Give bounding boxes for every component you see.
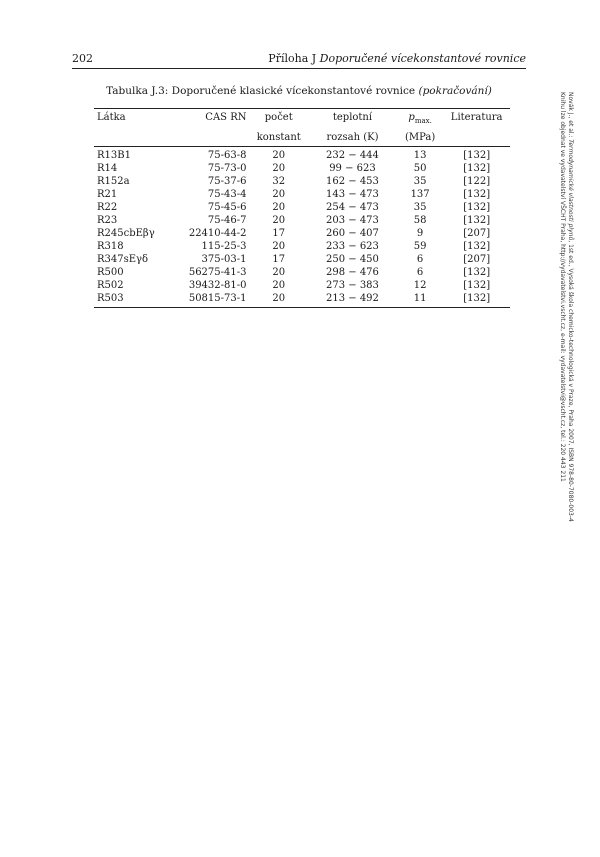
header-literatura: Literatura	[443, 109, 510, 130]
running-title	[268, 52, 526, 65]
cell-cas: 22410-44-2	[188, 227, 247, 239]
cell-pocet: 20	[272, 188, 286, 200]
running-header	[72, 52, 526, 69]
cell-cas: 56275-41-3	[188, 266, 247, 278]
page-number: 202	[72, 52, 93, 65]
cell-rozsah: 273 − 383	[326, 279, 379, 291]
constants-table	[94, 108, 510, 308]
table-body	[94, 147, 510, 308]
cell-lit: [132]	[463, 188, 491, 200]
cell-cas: 39432-81-0	[188, 279, 247, 291]
cell-pmax: 35	[413, 175, 427, 187]
cell-pmax: 9	[416, 227, 424, 239]
caption-text: Tabulka J.3: Doporučené klasické vícekonstantové rovnice	[106, 85, 416, 97]
cell-latka: R13B1	[97, 149, 131, 161]
header-latka-2	[94, 129, 171, 147]
cell-pmax: 50	[413, 162, 427, 174]
cell-rozsah: 162 − 453	[326, 175, 379, 187]
citation-rest: , 1st ed., Vysoká škola chemicko-technologická v Praze, Praha 2007, ISBN 978-80-7080-003-4	[567, 240, 574, 522]
appendix-label: Příloha J	[268, 52, 317, 65]
cell-latka: R502	[97, 279, 124, 291]
cell-latka: R152a	[97, 175, 130, 187]
cell-cas: 75-43-4	[207, 188, 247, 200]
table-row	[94, 266, 510, 279]
cell-lit: [132]	[463, 240, 491, 252]
cell-lit: [132]	[463, 162, 491, 174]
caption-continued: (pokračování)	[418, 85, 492, 97]
cell-pocet: 20	[272, 240, 286, 252]
cell-lit: [132]	[443, 292, 510, 308]
cell-cas: 75-37-6	[207, 175, 247, 187]
cell-cas: 75-46-7	[207, 214, 247, 226]
cell-lit: [122]	[463, 175, 491, 187]
table-row	[94, 214, 510, 227]
cell-pocet: 20	[272, 279, 286, 291]
header-cas-2	[171, 129, 250, 147]
cell-lit: [132]	[463, 149, 491, 161]
cell-pocet: 32	[272, 175, 286, 187]
cell-lit: [207]	[463, 253, 491, 265]
appendix-title: Doporučené vícekonstantové rovnice	[319, 52, 526, 65]
citation-line	[566, 92, 574, 522]
cell-rozsah: 260 − 407	[326, 227, 379, 239]
cell-latka: R503	[94, 292, 171, 308]
table-row	[94, 201, 510, 214]
cell-rozsah: 233 − 623	[326, 240, 379, 252]
pmax-subscript: max.	[414, 117, 432, 125]
cell-rozsah: 254 − 473	[326, 201, 379, 213]
table-row	[94, 188, 510, 201]
cell-lit: [132]	[463, 266, 491, 278]
header-cas: CAS RN	[171, 109, 250, 130]
cell-pocet: 20	[272, 149, 286, 161]
cell-pmax: 58	[413, 214, 427, 226]
cell-latka: R23	[97, 214, 118, 226]
cell-cas: 75-45-6	[207, 201, 247, 213]
table-row	[94, 240, 510, 253]
cell-pmax: 13	[413, 149, 427, 161]
cell-pmax: 12	[413, 279, 427, 291]
cell-pmax: 6	[416, 266, 424, 278]
cell-pocet: 17	[272, 253, 286, 265]
cell-pmax: 6	[416, 253, 424, 265]
side-note	[558, 92, 574, 522]
cell-lit: [132]	[463, 201, 491, 213]
cell-latka: R22	[97, 201, 118, 213]
cell-rozsah: 203 − 473	[326, 214, 379, 226]
cell-pmax: 137	[410, 188, 430, 200]
table-caption	[72, 85, 526, 97]
header-rozsah-2: rozsah (K)	[308, 129, 397, 147]
cell-latka: R500	[97, 266, 124, 278]
pmax-symbol: p	[408, 112, 415, 123]
cell-pmax: 11	[397, 292, 443, 308]
cell-cas: 75-73-0	[207, 162, 247, 174]
cell-rozsah: 298 − 476	[326, 266, 379, 278]
cell-cas: 50815-73-1	[171, 292, 250, 308]
citation-authors: Novák J., et al.:	[567, 92, 574, 138]
cell-latka: R318	[97, 240, 124, 252]
header-rozsah: teplotní	[308, 109, 397, 130]
table-row	[94, 175, 510, 188]
cell-pmax: 35	[413, 201, 427, 213]
cell-latka: R14	[97, 162, 118, 174]
order-line: Knihu lze objednat ve vydavatelství VŠCHT Praha, http://vydavatelstvi.vscht.cz, e-mail: vydavatelstvi@vscht.cz, tel.: 220 443 211	[559, 92, 566, 482]
cell-rozsah: 250 − 450	[326, 253, 379, 265]
table-row	[94, 162, 510, 175]
table-row	[94, 292, 510, 308]
table-row	[94, 227, 510, 240]
cell-lit: [132]	[463, 279, 491, 291]
citation-title: Termodynamické vlastnosti plynů	[567, 139, 574, 241]
header-latka: Látka	[94, 109, 171, 130]
cell-pocet: 20	[272, 201, 286, 213]
cell-lit: [132]	[463, 214, 491, 226]
table-row	[94, 147, 510, 163]
cell-latka: R245cbEβγ	[97, 227, 155, 239]
cell-rozsah: 213 − 492	[308, 292, 397, 308]
cell-rozsah: 143 − 473	[326, 188, 379, 200]
cell-lit: [207]	[463, 227, 491, 239]
cell-pocet: 20	[272, 214, 286, 226]
cell-pocet: 20	[272, 266, 286, 278]
cell-rozsah: 232 − 444	[326, 149, 379, 161]
cell-cas: 375-03-1	[201, 253, 247, 265]
header-pocet-2: konstant	[249, 129, 308, 147]
table-row	[94, 279, 510, 292]
cell-cas: 115-25-3	[201, 240, 247, 252]
header-pocet: počet	[249, 109, 308, 130]
header-literatura-2	[443, 129, 510, 147]
header-pmax-unit: (MPa)	[397, 129, 443, 147]
cell-pocet: 17	[272, 227, 286, 239]
cell-pocet: 20	[272, 162, 286, 174]
cell-cas: 75-63-8	[207, 149, 247, 161]
cell-rozsah: 99 − 623	[329, 162, 376, 174]
cell-latka: R347sEγδ	[97, 253, 149, 265]
header-pmax	[397, 109, 443, 130]
cell-latka: R21	[97, 188, 118, 200]
table-row	[94, 253, 510, 266]
cell-pmax: 59	[413, 240, 427, 252]
cell-pocet: 20	[249, 292, 308, 308]
